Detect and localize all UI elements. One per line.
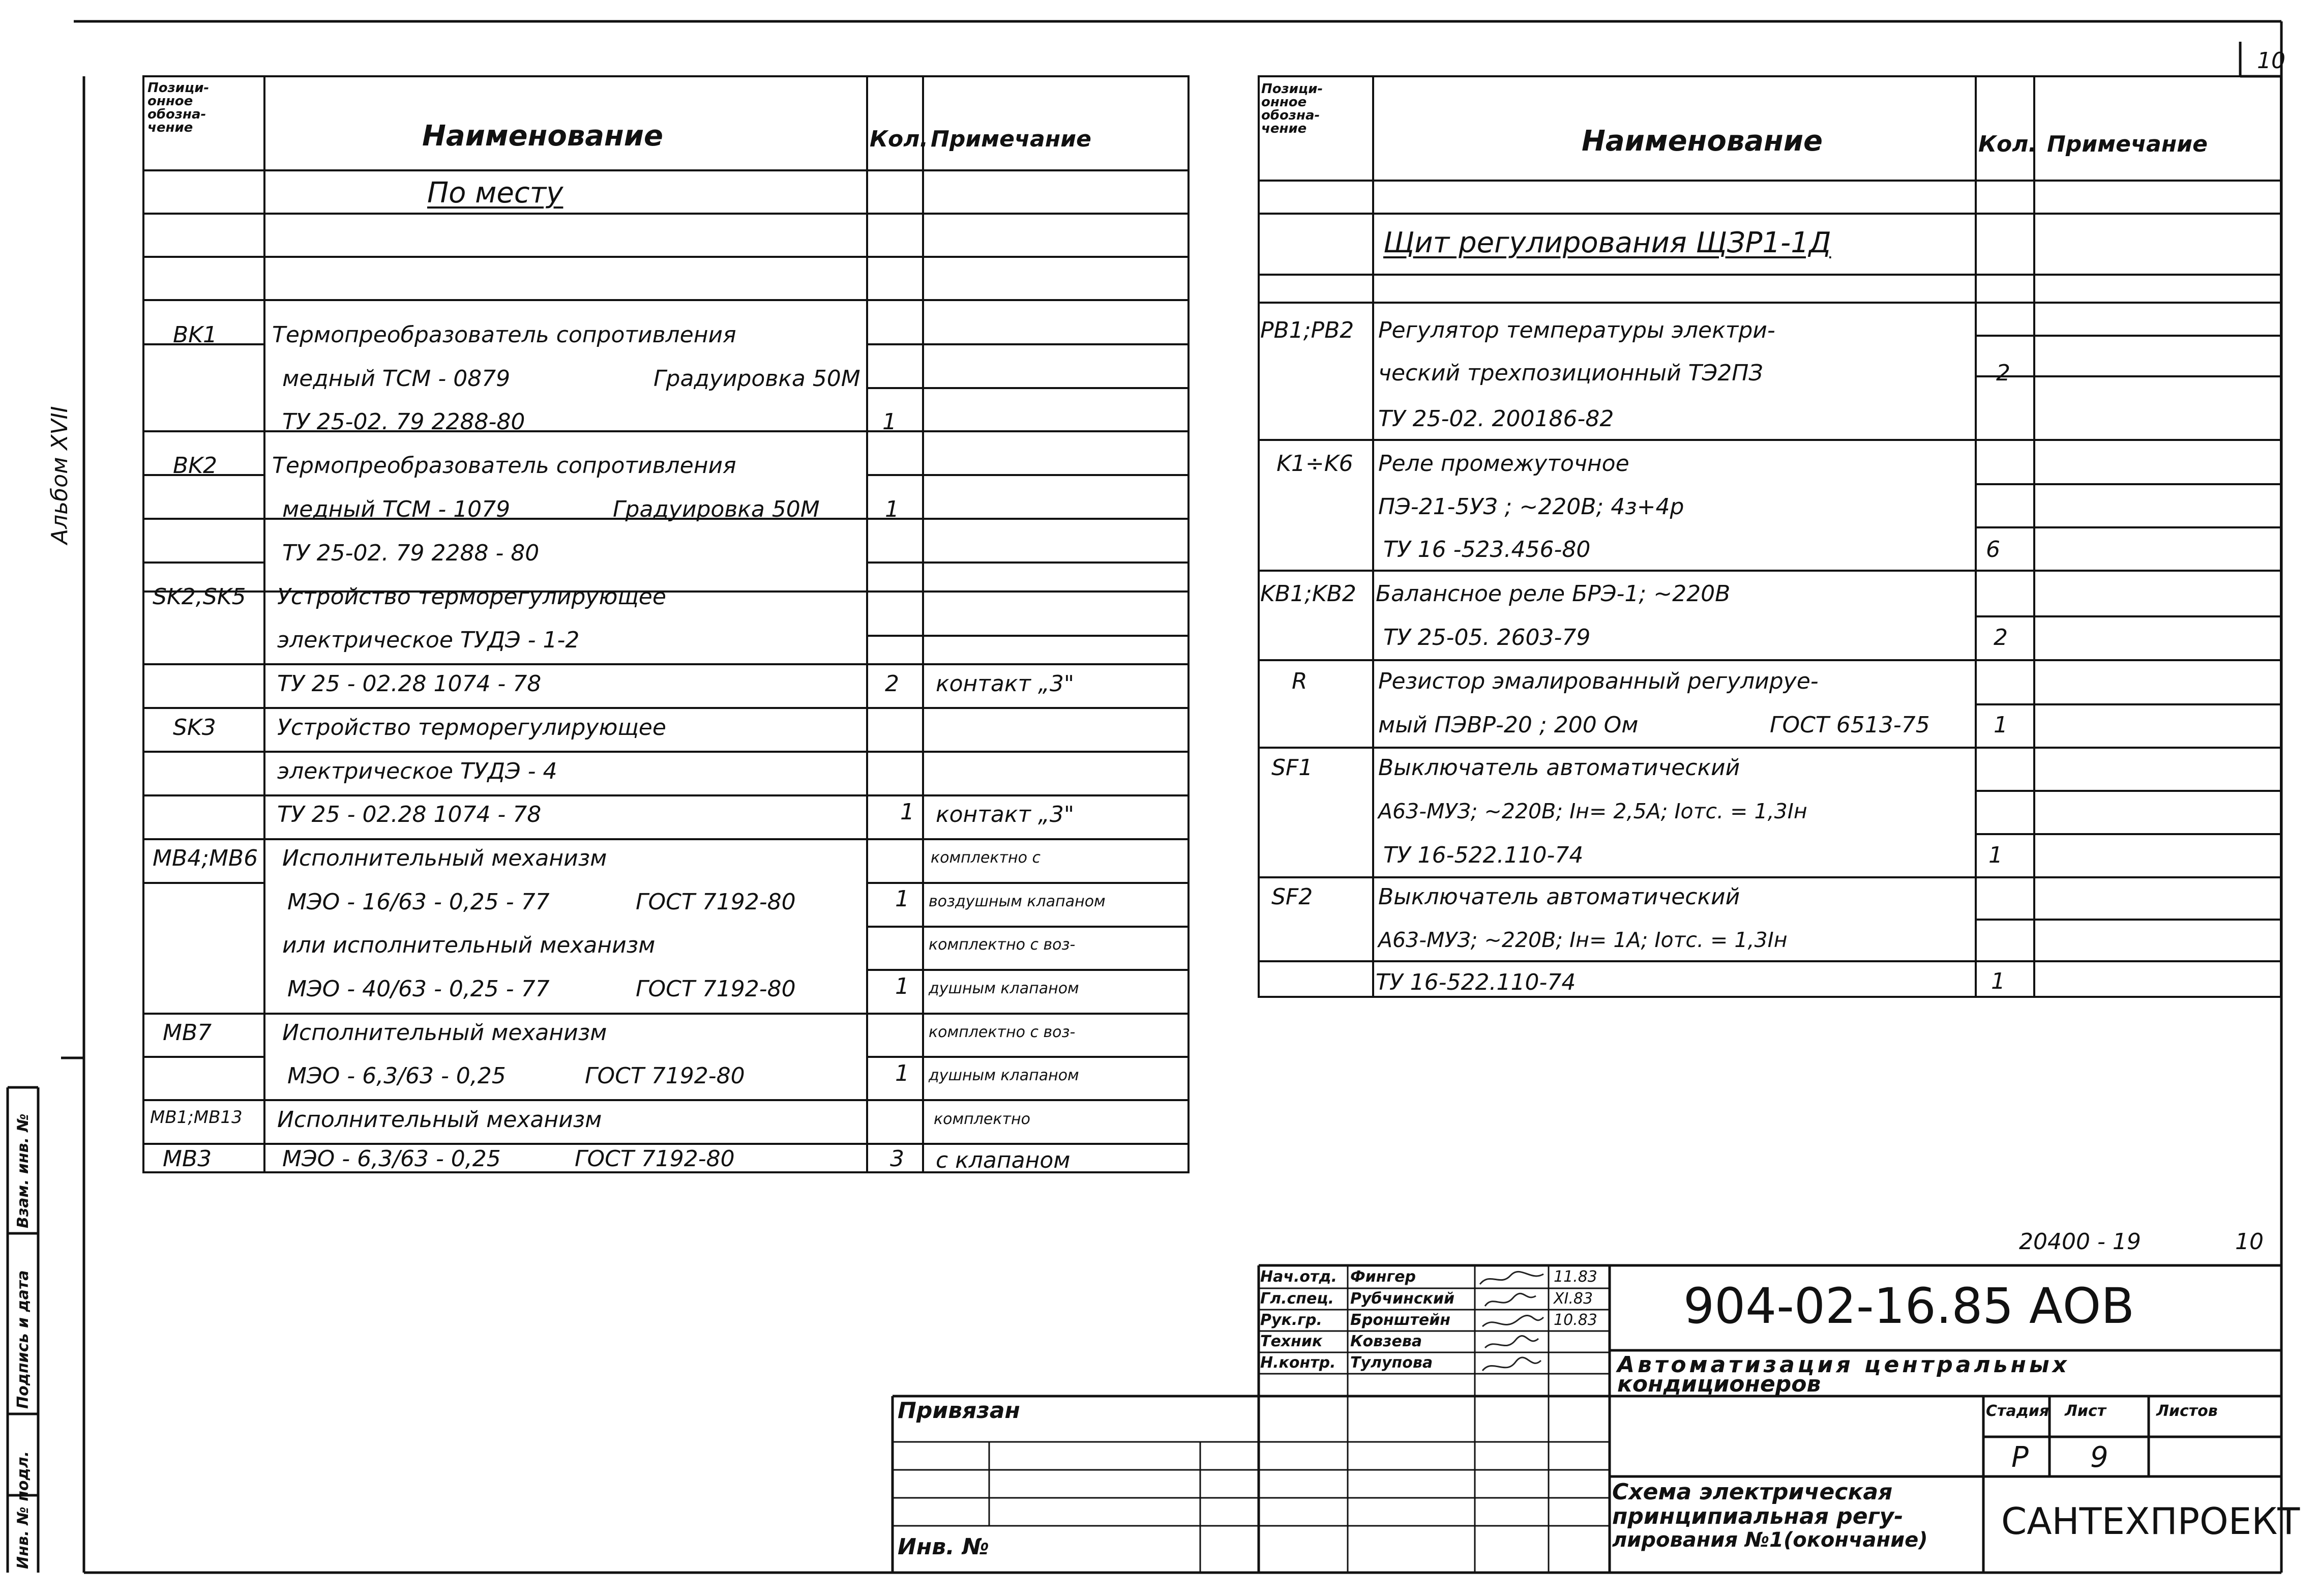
stage-value: Р [2011,1441,2029,1474]
right-row-6-name: Балансное реле БРЭ-1; ~220В [1376,581,1731,607]
left-row-19-pos: MB3 [163,1146,212,1172]
left-row-17-name: МЭО - 6,3/63 - 0,25 [287,1063,506,1089]
left-row-13-note: воздушным клапаном [929,893,1106,910]
right-row-11-name: А63-МУЗ; ~220В; Iн= 2,5А; Iотс. = 1,3Iн [1378,799,1807,823]
left-row-9-name: Устройство терморегулирующее [277,715,666,741]
left-row-3-name: Термопреобразователь сопротивления [272,453,736,479]
sig-date-0: 11.83 [1554,1268,1597,1286]
stage-header: Стадия [1986,1402,2049,1420]
left-row-7-name: электрическое ТУДЭ - 1-2 [277,627,580,653]
left-header-name: Наименование [422,120,663,153]
right-row-13-pos: SF2 [1271,884,1313,910]
sig-role-1: Гл.спец. [1260,1290,1334,1308]
left-row-13-qty: 1 [895,886,909,912]
right-row-7-qty: 2 [1994,625,2008,651]
right-row-5-name: ТУ 16 -523.456-80 [1383,537,1591,563]
right-row-10-pos: SF1 [1271,755,1313,781]
left-row-2-qty: 1 [882,409,897,435]
left-row-11-note: контакт „3" [936,802,1075,827]
right-row-8-name: Резистор эмалированный регулируе- [1378,668,1819,694]
right-row-3-name: Реле промежуточное [1378,451,1629,477]
right-row-8-pos: R [1292,668,1308,694]
right-row-12-qty: 1 [1988,842,2003,868]
right-row-15-name: ТУ 16-522.110-74 [1376,969,1576,995]
right-row-1-name: ческий трехпозиционный ТЭ2ПЗ [1378,360,1763,386]
margin-label-inv-podl: Инв. № подл. [14,1451,32,1569]
sig-name-3: Ковзева [1350,1333,1422,1350]
right-header-pos: Позици- онное обозна- чение [1261,81,1323,136]
sig-name-0: Фингер [1350,1268,1416,1286]
sheet-number: 10 [2257,48,2285,74]
sig-name-4: Тулупова [1350,1354,1433,1372]
left-header-note: Примечание [931,126,1091,152]
right-row-9-qty: 1 [1994,712,2008,738]
left-row-13-name2: ГОСТ 7192-80 [636,889,796,915]
left-row-12-name: Исполнительный механизм [282,845,607,871]
sig-date-1: XI.83 [1554,1290,1593,1308]
left-row-19-qty: 3 [890,1146,904,1172]
margin-label-podpis-data: Подпись и дата [14,1270,32,1409]
left-row-18-pos: MB1;MB13 [150,1107,243,1128]
organization-name: САНТЕХПРОЕКТ [2001,1500,2300,1543]
left-row-16-note: комплектно с воз- [929,1023,1076,1041]
sig-date-2: 10.83 [1554,1311,1597,1329]
sheet-title-line3: лирования №1(окончание) [1612,1528,1928,1552]
right-row-15-qty: 1 [1991,968,2005,994]
privyazan-label: Привязан [898,1398,1020,1424]
left-row-11-qty: 1 [900,799,914,825]
left-row-17-note: душным клапаном [929,1067,1079,1084]
right-row-13-name: Выключатель автоматический [1378,884,1740,910]
right-row-4-name: ПЭ-21-5УЗ ; ~220В; 4з+4р [1378,494,1684,520]
left-row-4-name2: Градуировка 50М [613,496,820,522]
right-row-0-pos: PB1;PB2 [1260,317,1354,343]
left-row-3-pos: BK2 [173,453,218,479]
left-row-2-name: ТУ 25-02. 79 2288-80 [282,409,525,435]
left-row-15-name2: ГОСТ 7192-80 [636,976,796,1002]
right-row-2-name: ТУ 25-02. 200186-82 [1378,406,1614,432]
archive-number: 20400 - 19 [2019,1229,2141,1255]
right-header-qty: Кол. [1978,131,2037,157]
sheets-header: Листов [2156,1402,2218,1420]
sheet-title-line2: принципиальная регу- [1612,1503,1904,1529]
left-row-10-name: электрическое ТУДЭ - 4 [277,758,557,784]
project-title-line2: кондиционеров [1617,1371,1821,1397]
left-row-16-pos: MB7 [163,1020,212,1046]
sheet-header: Лист [2065,1402,2106,1420]
left-row-13-name: МЭО - 16/63 - 0,25 - 77 [287,889,550,915]
left-row-15-name: МЭО - 40/63 - 0,25 - 77 [287,976,550,1002]
left-row-19-note: с клапаном [936,1147,1071,1173]
left-row-4-qty: 1 [885,496,899,522]
right-header-name: Наименование [1582,125,1823,158]
right-row-9-name2: ГОСТ 6513-75 [1770,712,1930,738]
margin-label-vzam-inv: Взам. инв. № [14,1113,32,1228]
left-row-4-name: медный ТСМ - 1079 [282,496,511,522]
sig-name-1: Рубчинский [1350,1290,1455,1308]
inv-no-label: Инв. № [898,1534,990,1560]
project-title-line1: Автоматизация центральных [1617,1352,2070,1378]
left-row-12-pos: MB4;MB6 [153,845,258,871]
right-row-1-qty: 2 [1996,360,2010,386]
right-row-3-pos: K1÷K6 [1276,451,1353,477]
left-row-16-name: Исполнительный механизм [282,1020,607,1046]
sheet-ref: 10 [2235,1229,2264,1255]
right-header-note: Примечание [2047,131,2208,157]
left-row-14-name: или исполнительный механизм [282,932,656,958]
left-row-8-name: ТУ 25 - 02.28 1074 - 78 [277,671,542,697]
right-row-10-name: Выключатель автоматический [1378,755,1740,781]
left-row-0-pos: BK1 [173,322,218,348]
right-row-14-name: А63-МУЗ; ~220В; Iн= 1А; Iотс. = 1,3Iн [1378,928,1788,952]
left-row-18-note: комплектно [934,1110,1030,1128]
left-row-18-name: Исполнительный механизм [277,1107,602,1133]
right-row-9-name: мый ПЭВР-20 ; 200 Ом [1378,712,1639,738]
doc-code: 904-02-16.85 АОВ [1683,1278,2135,1335]
left-row-19-name2: ГОСТ 7192-80 [575,1146,735,1172]
left-row-6-name: Устройство терморегулирующее [277,584,666,610]
left-row-15-note: душным клапаном [929,980,1079,997]
left-header-qty: Кол. [870,126,929,152]
sheet-title-line1: Схема электрическая [1612,1479,1893,1505]
sig-name-2: Бронштейн [1350,1311,1451,1329]
right-row-5-qty: 6 [1986,537,2000,563]
sig-role-4: Н.контр. [1260,1354,1336,1372]
left-row-12-note: комплектно с [931,849,1041,867]
left-row-8-qty: 2 [885,671,899,697]
left-row-17-qty: 1 [895,1060,909,1086]
left-row-15-qty: 1 [895,973,909,999]
sig-role-0: Нач.отд. [1260,1268,1337,1286]
left-row-1-name2: Градуировка 50М [653,366,860,392]
handwritten-signatures [1475,1266,1549,1396]
right-row-0-name: Регулятор температуры электри- [1378,317,1775,343]
right-row-6-pos: KB1;KB2 [1260,581,1356,607]
album-label: Альбом XVII [47,406,73,544]
left-row-8-note: контакт „3" [936,671,1075,697]
right-section-title: Щит регулирования ЩЗР1-1Д [1383,226,1831,259]
right-row-12-name: ТУ 16-522.110-74 [1383,842,1584,868]
left-row-0-name: Термопреобразователь сопротивления [272,322,736,348]
left-row-1-name: медный ТСМ - 0879 [282,366,511,392]
left-row-5-name: ТУ 25-02. 79 2288 - 80 [282,540,540,566]
left-row-6-pos: SK2,SK5 [153,584,246,610]
left-row-17-name2: ГОСТ 7192-80 [585,1063,745,1089]
left-header-pos: Позици- онное обозна- чение [147,80,210,135]
left-row-11-name: ТУ 25 - 02.28 1074 - 78 [277,802,542,827]
sig-role-2: Рук.гр. [1260,1311,1322,1329]
left-row-14-note: комплектно с воз- [929,936,1076,954]
sheet-value: 9 [2090,1441,2108,1474]
sig-role-3: Техник [1260,1333,1323,1350]
right-row-7-name: ТУ 25-05. 2603-79 [1383,625,1591,651]
left-row-19-name: МЭО - 6,3/63 - 0,25 [282,1146,501,1172]
left-section-title: По месту [427,176,563,210]
left-row-9-pos: SK3 [173,715,216,741]
